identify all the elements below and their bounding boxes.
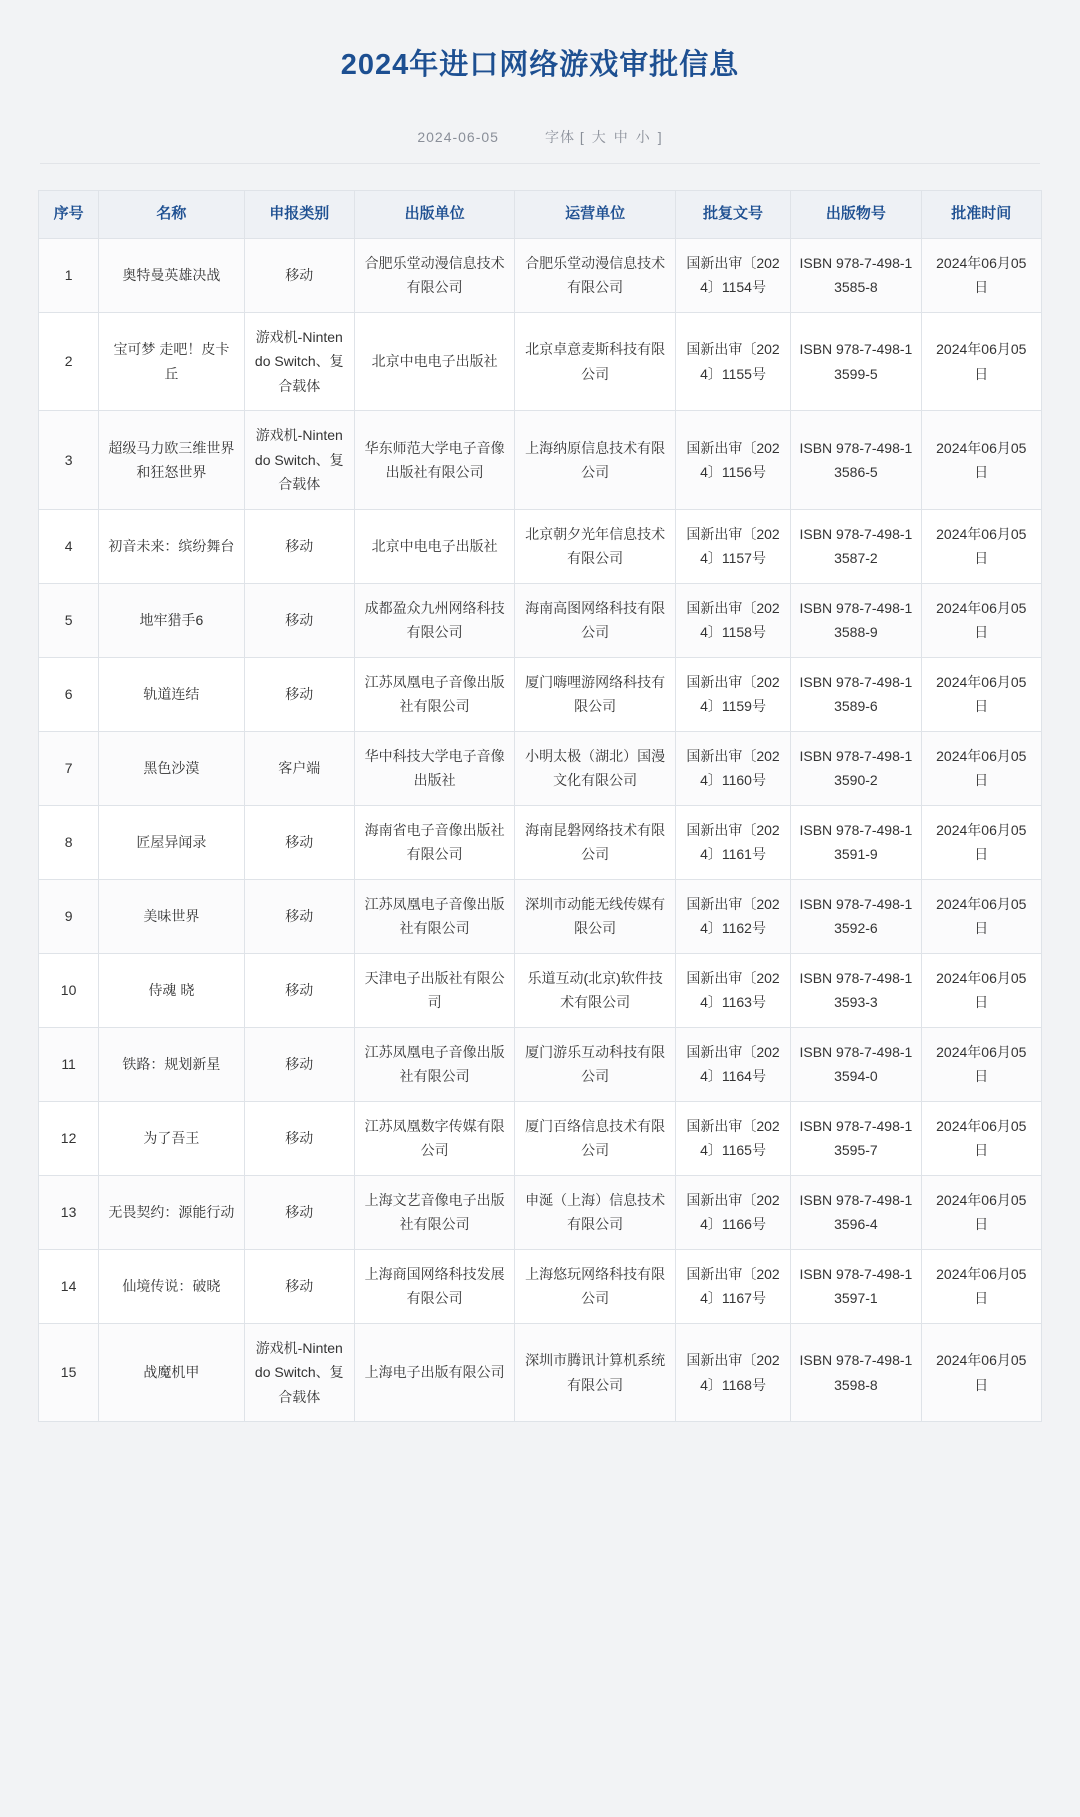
cell-category: 移动 [244,1027,354,1101]
cell-date: 2024年06月05日 [921,1175,1041,1249]
cell-date: 2024年06月05日 [921,805,1041,879]
cell-operator: 申涎（上海）信息技术有限公司 [515,1175,675,1249]
cell-operator: 海南高图网络科技有限公司 [515,583,675,657]
font-size-label: 字体 [ [544,129,585,146]
cell-category: 客户端 [244,731,354,805]
cell-operator: 厦门百络信息技术有限公司 [515,1101,675,1175]
cell-date: 2024年06月05日 [921,879,1041,953]
cell-date: 2024年06月05日 [921,509,1041,583]
cell-operator: 北京朝夕光年信息技术有限公司 [515,509,675,583]
cell-index: 9 [39,879,99,953]
column-header-date: 批准时间 [921,191,1041,239]
cell-doc-no: 国新出审〔2024〕1159号 [675,657,790,731]
cell-publisher: 江苏凤凰电子音像出版社有限公司 [354,1027,514,1101]
cell-index: 7 [39,731,99,805]
table-row [39,1175,1042,1249]
cell-index: 13 [39,1175,99,1249]
cell-operator: 乐道互动(北京)软件技术有限公司 [515,953,675,1027]
table-row [39,238,1042,312]
cell-publisher: 北京中电电子出版社 [354,509,514,583]
cell-name: 战魔机甲 [99,1323,244,1422]
cell-name: 无畏契约：源能行动 [99,1175,244,1249]
cell-date: 2024年06月05日 [921,1101,1041,1175]
cell-operator: 厦门游乐互动科技有限公司 [515,1027,675,1101]
cell-doc-no: 国新出审〔2024〕1165号 [675,1101,790,1175]
cell-name: 初音未来：缤纷舞台 [99,509,244,583]
cell-date: 2024年06月05日 [921,583,1041,657]
cell-index: 14 [39,1249,99,1323]
approval-table [38,190,1042,1422]
cell-category: 移动 [244,1175,354,1249]
cell-category: 游戏机-Nintendo Switch、复合载体 [244,1323,354,1422]
cell-category: 游戏机-Nintendo Switch、复合载体 [244,411,354,510]
cell-index: 4 [39,509,99,583]
table-row [39,731,1042,805]
column-header-name: 名称 [99,191,244,239]
approval-table-wrapper [0,164,1080,1452]
cell-name: 侍魂 晓 [99,953,244,1027]
meta-row [40,105,1040,164]
cell-publisher: 华东师范大学电子音像出版社有限公司 [354,411,514,510]
cell-doc-no: 国新出审〔2024〕1161号 [675,805,790,879]
cell-category: 移动 [244,657,354,731]
table-body [39,238,1042,1422]
cell-name: 为了吾王 [99,1101,244,1175]
cell-doc-no: 国新出审〔2024〕1168号 [675,1323,790,1422]
table-row [39,879,1042,953]
column-header-category: 申报类别 [244,191,354,239]
cell-category: 移动 [244,1249,354,1323]
table-row [39,1249,1042,1323]
column-header-publisher: 出版单位 [354,191,514,239]
cell-isbn: ISBN 978-7-498-13596-4 [791,1175,921,1249]
cell-doc-no: 国新出审〔2024〕1166号 [675,1175,790,1249]
cell-category: 移动 [244,238,354,312]
cell-date: 2024年06月05日 [921,1323,1041,1422]
cell-category: 移动 [244,1101,354,1175]
cell-publisher: 江苏凤凰电子音像出版社有限公司 [354,657,514,731]
cell-doc-no: 国新出审〔2024〕1157号 [675,509,790,583]
cell-operator: 上海悠玩网络科技有限公司 [515,1249,675,1323]
font-size-large[interactable]: 大 [591,129,607,146]
table-head [39,191,1042,239]
cell-index: 11 [39,1027,99,1101]
table-row [39,1027,1042,1101]
cell-isbn: ISBN 978-7-498-13597-1 [791,1249,921,1323]
page-container [0,19,1080,1452]
cell-isbn: ISBN 978-7-498-13586-5 [791,411,921,510]
cell-name: 美味世界 [99,879,244,953]
cell-date: 2024年06月05日 [921,731,1041,805]
cell-doc-no: 国新出审〔2024〕1158号 [675,583,790,657]
cell-operator: 北京卓意麦斯科技有限公司 [515,312,675,411]
cell-index: 3 [39,411,99,510]
cell-category: 游戏机-Nintendo Switch、复合载体 [244,312,354,411]
cell-doc-no: 国新出审〔2024〕1164号 [675,1027,790,1101]
cell-name: 地牢猎手6 [99,583,244,657]
cell-operator: 小明太极（湖北）国漫文化有限公司 [515,731,675,805]
table-row [39,411,1042,510]
cell-publisher: 江苏凤凰电子音像出版社有限公司 [354,879,514,953]
cell-date: 2024年06月05日 [921,1249,1041,1323]
cell-publisher: 合肥乐堂动漫信息技术有限公司 [354,238,514,312]
font-size-close-bracket: ] [657,129,663,146]
cell-category: 移动 [244,879,354,953]
cell-operator: 海南昆磐网络技术有限公司 [515,805,675,879]
cell-category: 移动 [244,805,354,879]
cell-isbn: ISBN 978-7-498-13588-9 [791,583,921,657]
cell-index: 5 [39,583,99,657]
cell-isbn: ISBN 978-7-498-13585-8 [791,238,921,312]
cell-date: 2024年06月05日 [921,411,1041,510]
cell-date: 2024年06月05日 [921,1027,1041,1101]
page-title: 2024年进口网络游戏审批信息 [340,49,740,82]
cell-name: 铁路：规划新星 [99,1027,244,1101]
cell-index: 10 [39,953,99,1027]
cell-publisher: 江苏凤凰数字传媒有限公司 [354,1101,514,1175]
cell-isbn: ISBN 978-7-498-13593-3 [791,953,921,1027]
cell-name: 仙境传说：破晓 [99,1249,244,1323]
cell-category: 移动 [244,583,354,657]
font-size-medium[interactable]: 中 [613,129,629,146]
cell-isbn: ISBN 978-7-498-13595-7 [791,1101,921,1175]
cell-doc-no: 国新出审〔2024〕1167号 [675,1249,790,1323]
cell-publisher: 上海电子出版有限公司 [354,1323,514,1422]
cell-index: 12 [39,1101,99,1175]
cell-date: 2024年06月05日 [921,657,1041,731]
table-header-row [39,191,1042,239]
table-row [39,509,1042,583]
cell-category: 移动 [244,509,354,583]
cell-name: 黑色沙漠 [99,731,244,805]
cell-publisher: 华中科技大学电子音像出版社 [354,731,514,805]
cell-publisher: 天津电子出版社有限公司 [354,953,514,1027]
cell-category: 移动 [244,953,354,1027]
table-row [39,953,1042,1027]
cell-isbn: ISBN 978-7-498-13598-8 [791,1323,921,1422]
cell-doc-no: 国新出审〔2024〕1156号 [675,411,790,510]
cell-operator: 上海纳原信息技术有限公司 [515,411,675,510]
cell-name: 奥特曼英雄决战 [99,238,244,312]
cell-index: 6 [39,657,99,731]
table-row [39,1323,1042,1422]
cell-name: 轨道连结 [99,657,244,731]
cell-date: 2024年06月05日 [921,238,1041,312]
cell-name: 宝可梦 走吧！皮卡丘 [99,312,244,411]
font-size-switch [545,127,663,147]
cell-doc-no: 国新出审〔2024〕1160号 [675,731,790,805]
cell-index: 8 [39,805,99,879]
cell-name: 匠屋异闻录 [99,805,244,879]
cell-isbn: ISBN 978-7-498-13589-6 [791,657,921,731]
cell-date: 2024年06月05日 [921,312,1041,411]
column-header-docno: 批复文号 [675,191,790,239]
cell-isbn: ISBN 978-7-498-13599-5 [791,312,921,411]
cell-operator: 厦门嗨哩游网络科技有限公司 [515,657,675,731]
cell-doc-no: 国新出审〔2024〕1154号 [675,238,790,312]
cell-doc-no: 国新出审〔2024〕1155号 [675,312,790,411]
cell-publisher: 成都盈众九州网络科技有限公司 [354,583,514,657]
cell-isbn: ISBN 978-7-498-13592-6 [791,879,921,953]
table-row [39,1101,1042,1175]
cell-publisher: 上海商国网络科技发展有限公司 [354,1249,514,1323]
cell-publisher: 海南省电子音像出版社有限公司 [354,805,514,879]
cell-index: 1 [39,238,99,312]
font-size-small[interactable]: 小 [635,129,651,146]
cell-date: 2024年06月05日 [921,953,1041,1027]
table-row [39,312,1042,411]
table-row [39,805,1042,879]
column-header-isbn: 出版物号 [791,191,921,239]
cell-doc-no: 国新出审〔2024〕1163号 [675,953,790,1027]
cell-publisher: 上海文艺音像电子出版社有限公司 [354,1175,514,1249]
cell-index: 2 [39,312,99,411]
cell-operator: 深圳市腾讯计算机系统有限公司 [515,1323,675,1422]
cell-name: 超级马力欧三维世界和狂怒世界 [99,411,244,510]
table-row [39,657,1042,731]
cell-isbn: ISBN 978-7-498-13587-2 [791,509,921,583]
cell-isbn: ISBN 978-7-498-13591-9 [791,805,921,879]
cell-operator: 深圳市动能无线传媒有限公司 [515,879,675,953]
publish-date: 2024-06-05 [417,129,499,146]
cell-doc-no: 国新出审〔2024〕1162号 [675,879,790,953]
cell-operator: 合肥乐堂动漫信息技术有限公司 [515,238,675,312]
cell-publisher: 北京中电电子出版社 [354,312,514,411]
cell-isbn: ISBN 978-7-498-13594-0 [791,1027,921,1101]
column-header-index: 序号 [39,191,99,239]
cell-index: 15 [39,1323,99,1422]
cell-isbn: ISBN 978-7-498-13590-2 [791,731,921,805]
table-row [39,583,1042,657]
column-header-operator: 运营单位 [515,191,675,239]
